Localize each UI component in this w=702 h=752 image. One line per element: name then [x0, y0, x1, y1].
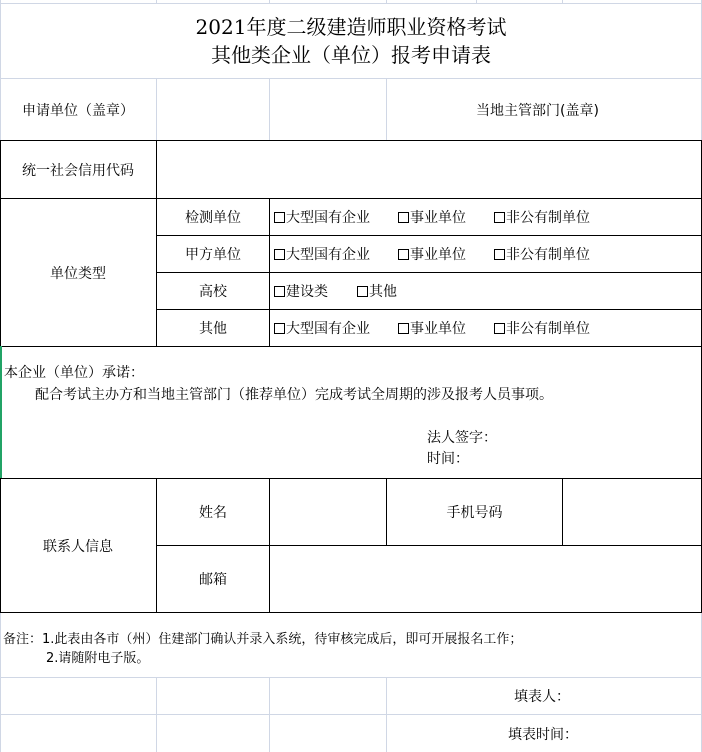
checkbox-icon[interactable]	[494, 323, 505, 334]
authority-seal-label: 当地主管部门(盖章)	[476, 102, 599, 119]
option-label: 事业单位	[410, 210, 466, 226]
email-label: 邮箱	[199, 572, 227, 588]
checkbox-option[interactable]	[274, 199, 370, 235]
note-line-1: 备注：1.此表由各市（州）住建部门确认并录入系统，待审核完成后，即可开展报名工作；	[3, 632, 523, 647]
name-field[interactable]	[270, 479, 386, 545]
phone-label: 手机号码	[446, 505, 503, 521]
option-label: 事业单位	[410, 247, 466, 263]
title-line1: 2021年度二级建造师职业资格考试	[195, 15, 507, 39]
form-title	[0, 4, 702, 78]
pledge-body: 配合考试主办方和当地主管部门（推荐单位）完成考试全周期的涉及报考人员事项。	[35, 387, 553, 403]
email-field[interactable]	[270, 546, 701, 612]
checkbox-icon[interactable]	[398, 323, 409, 334]
option-label: 非公有制单位	[506, 247, 590, 263]
unit-type-name: 检测单位	[185, 210, 241, 226]
option-label: 其他	[369, 284, 397, 300]
unit-type-label: 单位类型	[50, 265, 106, 282]
checkbox-icon[interactable]	[494, 212, 505, 223]
checkbox-option[interactable]	[494, 236, 590, 272]
option-label: 大型国有企业	[286, 210, 370, 226]
option-label: 事业单位	[410, 321, 466, 337]
name-label: 姓名	[199, 505, 227, 521]
option-label: 大型国有企业	[286, 247, 370, 263]
checkbox-icon[interactable]	[274, 323, 285, 334]
contact-info-label: 联系人信息	[43, 538, 113, 555]
checkbox-option[interactable]	[357, 273, 397, 309]
checkbox-option[interactable]	[494, 310, 590, 346]
checkbox-icon[interactable]	[357, 286, 368, 297]
title-line2: 其他类企业（单位）报考申请表	[211, 43, 491, 67]
phone-field[interactable]	[563, 479, 701, 545]
legal-signature-label: 法人签字：	[427, 430, 497, 446]
unit-type-name: 高校	[199, 284, 227, 300]
checkbox-option[interactable]	[274, 273, 328, 309]
checkbox-icon[interactable]	[274, 249, 285, 260]
applicant-seal-cell[interactable]	[157, 79, 269, 140]
option-label: 大型国有企业	[286, 321, 370, 337]
option-label: 非公有制单位	[506, 321, 590, 337]
credit-code-label: 统一社会信用代码	[22, 162, 134, 179]
checkbox-icon[interactable]	[398, 212, 409, 223]
checkbox-option[interactable]	[494, 199, 590, 235]
applicant-label: 申请单位（盖章）	[22, 102, 134, 119]
checkbox-option[interactable]	[274, 236, 370, 272]
pledge-heading: 本企业（单位）承诺：	[4, 365, 144, 381]
note-line-2: 2.请随附电子版。	[46, 651, 150, 666]
fill-time-label: 填表时间：	[508, 726, 578, 743]
checkbox-option[interactable]	[274, 310, 370, 346]
checkbox-option[interactable]	[398, 236, 466, 272]
option-label: 建设类	[286, 284, 328, 300]
unit-type-name: 甲方单位	[185, 247, 241, 263]
filler-label: 填表人：	[514, 689, 570, 705]
unit-type-name: 其他	[199, 321, 227, 337]
checkbox-option[interactable]	[398, 310, 466, 346]
option-label: 非公有制单位	[506, 210, 590, 226]
pledge-time-label: 时间：	[427, 451, 469, 467]
credit-code-field[interactable]	[157, 141, 701, 198]
checkbox-icon[interactable]	[274, 212, 285, 223]
checkbox-icon[interactable]	[274, 286, 285, 297]
checkbox-option[interactable]	[398, 199, 466, 235]
checkbox-icon[interactable]	[494, 249, 505, 260]
checkbox-icon[interactable]	[398, 249, 409, 260]
